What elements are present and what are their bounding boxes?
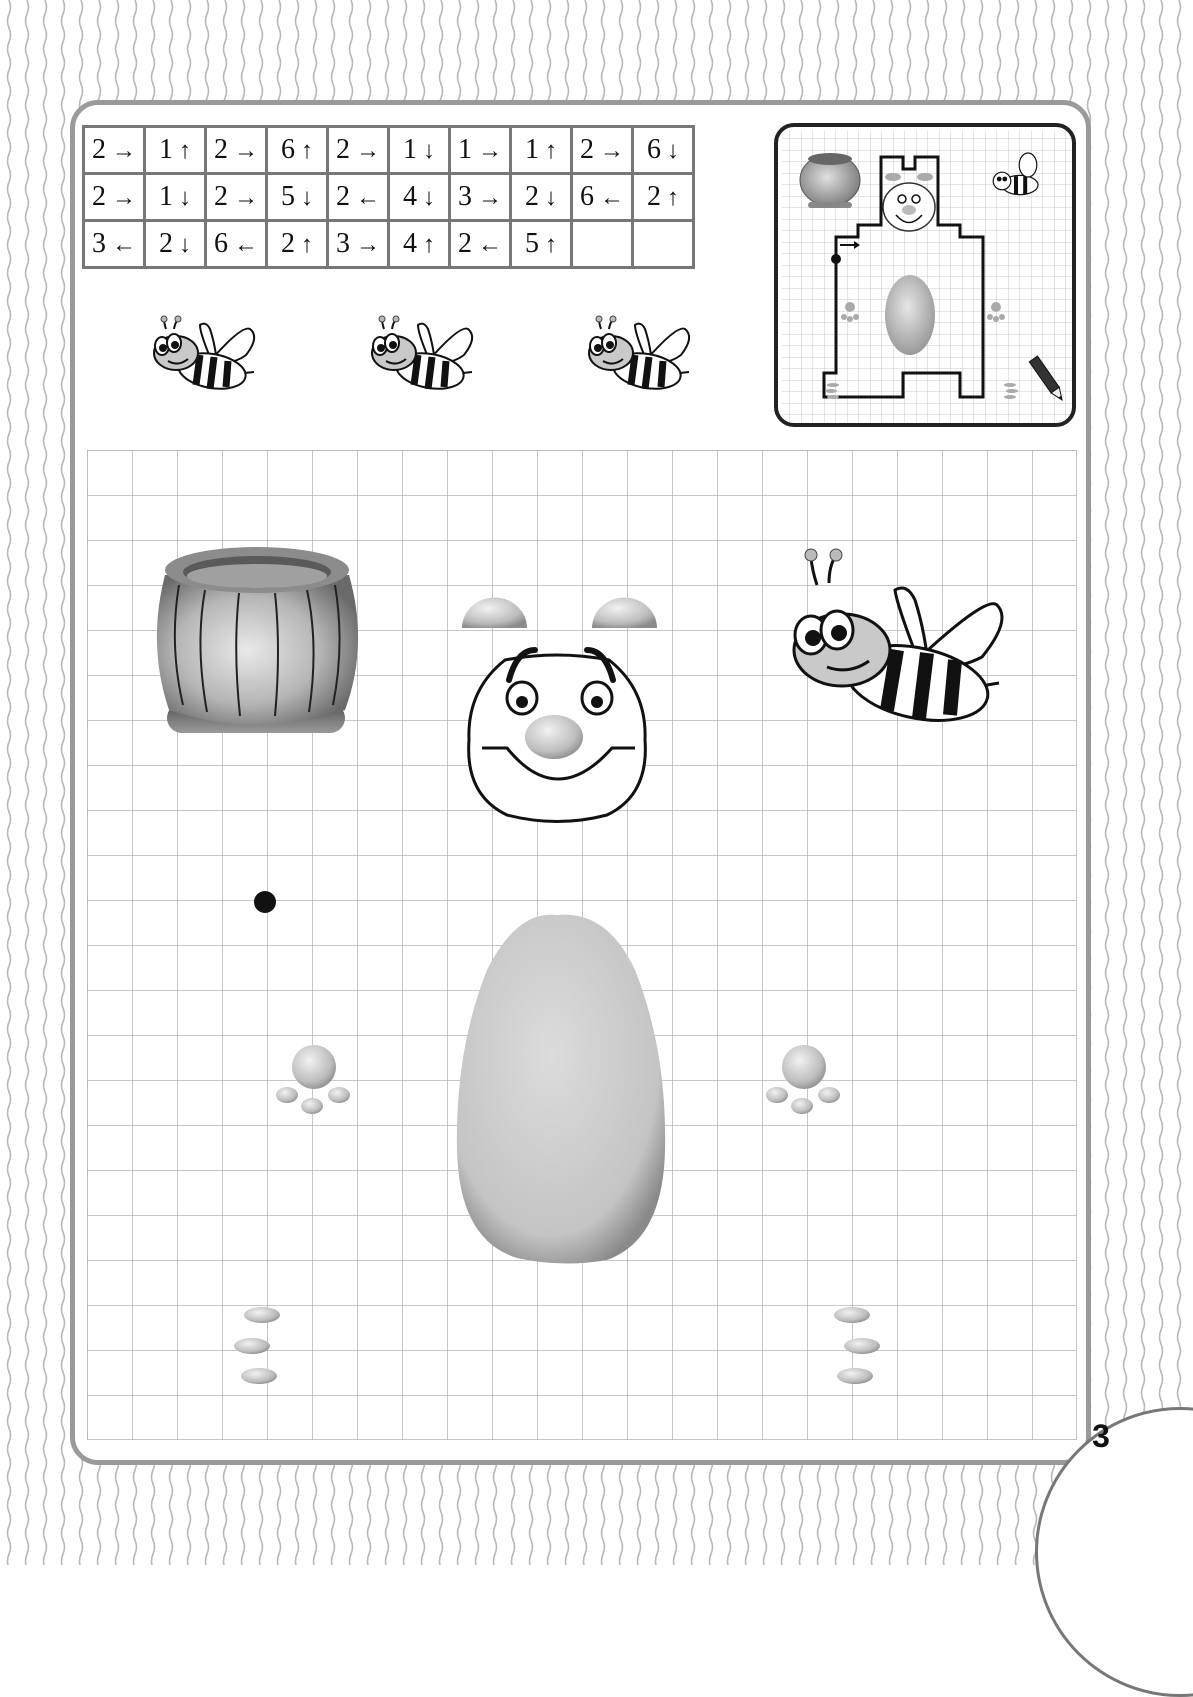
command-cell [84,174,145,221]
command-cell [572,174,633,221]
direction-arrow: ↓ [179,232,191,258]
command-cell [145,127,206,174]
start-dot [254,891,276,913]
command-cell [206,221,267,268]
step-count: 2 [336,181,350,212]
command-row [84,221,694,268]
step-count: 1 [159,134,173,165]
command-row [84,127,694,174]
command-cell [572,127,633,174]
step-count: 1 [403,134,417,165]
step-count: 2 [336,134,350,165]
command-cell [450,127,511,174]
step-count: 4 [403,228,417,259]
reference-picture [774,123,1076,427]
direction-arrow: ↑ [301,138,313,164]
bee-icon [368,315,483,395]
command-cell [633,221,694,268]
step-count: 2 [458,228,472,259]
direction-arrow: → [478,138,502,164]
command-cell [267,174,328,221]
direction-arrow: → [478,185,502,211]
step-count: 5 [525,228,539,259]
step-count: 2 [214,181,228,212]
step-count: 6 [281,134,295,165]
command-row [84,174,694,221]
direction-arrow: ← [112,232,136,258]
command-cell [389,127,450,174]
direction-arrow: ↓ [301,185,313,211]
direction-arrow: ↑ [179,138,191,164]
direction-arrow: ← [600,185,624,211]
step-count: 6 [214,228,228,259]
bee-icon [150,315,265,395]
honey-pot-icon [157,547,358,733]
step-count: 6 [580,181,594,212]
step-count: 2 [647,181,661,212]
step-count: 2 [281,228,295,259]
command-cell [328,127,389,174]
step-count: 1 [458,134,472,165]
direction-arrow: ↓ [423,185,435,211]
direction-arrow: ↓ [545,185,557,211]
direction-arrow: ↑ [301,232,313,258]
step-count: 6 [647,134,661,165]
step-count: 3 [336,228,350,259]
start-dot [831,254,841,264]
direction-arrow: → [234,138,258,164]
step-count: 1 [159,181,173,212]
command-cell [572,221,633,268]
direction-arrow: ↑ [423,232,435,258]
command-cell [633,174,694,221]
direction-arrow: ↓ [667,138,679,164]
command-cell [267,127,328,174]
direction-arrow: ↓ [179,185,191,211]
command-table [82,125,695,269]
direction-arrow: → [112,185,136,211]
command-cell [511,221,572,268]
command-cell [145,221,206,268]
step-count: 2 [525,181,539,212]
direction-arrow: ← [234,232,258,258]
drawing-grid[interactable] [87,450,1077,1440]
bee-icon [585,315,700,395]
step-count: 5 [281,181,295,212]
step-count: 2 [92,134,106,165]
direction-arrow: ↓ [423,138,435,164]
step-count: 2 [159,228,173,259]
command-cell [450,221,511,268]
command-cell [267,221,328,268]
command-cell [511,174,572,221]
command-cell [206,174,267,221]
command-cell [84,127,145,174]
direction-arrow: ← [478,232,502,258]
page-number: 3 [1092,1418,1110,1454]
command-cell [389,221,450,268]
direction-arrow: ↑ [667,185,679,211]
command-cell [328,221,389,268]
step-count: 3 [458,181,472,212]
command-cell [389,174,450,221]
step-count: 2 [580,134,594,165]
command-cell [206,127,267,174]
command-cell [145,174,206,221]
step-count: 2 [214,134,228,165]
direction-arrow: → [356,232,380,258]
direction-arrow: → [112,138,136,164]
direction-arrow: → [234,185,258,211]
direction-arrow: ↑ [545,232,557,258]
command-cell [328,174,389,221]
command-cell [84,221,145,268]
command-cell [450,174,511,221]
step-count: 4 [403,181,417,212]
reference-drawing [778,127,1076,427]
step-count: 1 [525,134,539,165]
direction-arrow: ↑ [545,138,557,164]
direction-arrow: ← [356,185,380,211]
belly-oval-icon [885,275,935,355]
direction-arrow: → [600,138,624,164]
step-count: 3 [92,228,106,259]
step-count: 2 [92,181,106,212]
direction-arrow: → [356,138,380,164]
command-cell [633,127,694,174]
command-cell [511,127,572,174]
bear-face-icon [469,650,646,822]
